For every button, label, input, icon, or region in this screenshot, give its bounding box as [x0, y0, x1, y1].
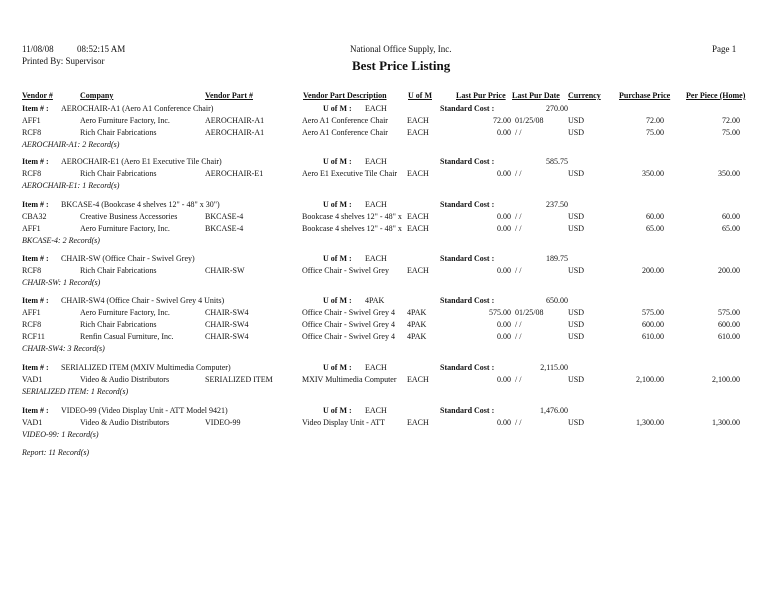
page-number: Page 1	[712, 44, 737, 54]
purchase-price: 575.00	[642, 308, 664, 317]
last-pur-price: 0.00	[497, 212, 511, 221]
currency: USD	[568, 320, 585, 329]
vendor-part: AEROCHAIR-A1	[205, 128, 265, 137]
vendor-part: CHAIR-SW4	[205, 332, 249, 341]
row-uofm: EACH	[407, 418, 429, 427]
row-uofm: EACH	[407, 212, 429, 221]
last-pur-price: 0.00	[497, 169, 511, 178]
col-vendor-desc: Vendor Part Description	[303, 91, 387, 100]
item-label: Item # :	[22, 254, 49, 263]
col-purchase-price: Purchase Price	[619, 91, 671, 100]
row-uofm: EACH	[407, 116, 429, 125]
row-uofm: EACH	[407, 266, 429, 275]
per-piece-home: 60.00	[722, 212, 740, 221]
company-name: National Office Supply, Inc.	[350, 44, 452, 54]
item-uofm: EACH	[365, 363, 387, 372]
per-piece-home: 350.00	[718, 169, 740, 178]
row-uofm: 4PAK	[407, 320, 427, 329]
per-piece-home: 75.00	[722, 128, 740, 137]
currency: USD	[568, 418, 585, 427]
vendor-id: RCF8	[22, 266, 42, 275]
last-pur-date: / /	[515, 224, 522, 233]
col-uofm: U of M	[408, 91, 432, 100]
uofm-label: U of M :	[323, 254, 352, 263]
per-piece-home: 1,300.00	[712, 418, 740, 427]
per-piece-home: 610.00	[718, 332, 740, 341]
uofm-label: U of M :	[323, 406, 352, 415]
vendor-company: Aero Furniture Factory, Inc.	[80, 224, 170, 233]
std-cost-value: 270.00	[546, 104, 568, 113]
col-currency: Currency	[568, 91, 601, 100]
item-uofm: EACH	[365, 104, 387, 113]
std-cost-label: Standard Cost :	[440, 296, 495, 305]
last-pur-price: 575.00	[489, 308, 511, 317]
item-name: CHAIR-SW (Office Chair - Swivel Grey)	[61, 254, 195, 263]
item-name: SERIALIZED ITEM (MXIV Multimedia Computer)	[61, 363, 231, 372]
vendor-id: CBA32	[22, 212, 47, 221]
vendor-part: VIDEO-99	[205, 418, 241, 427]
uofm-label: U of M :	[323, 157, 352, 166]
vendor-id: VAD1	[22, 375, 43, 384]
item-name: VIDEO-99 (Video Display Unit - ATT Model 9421)	[61, 406, 228, 415]
item-label: Item # :	[22, 363, 49, 372]
item-uofm: EACH	[365, 254, 387, 263]
item-label: Item # :	[22, 104, 49, 113]
col-company: Company	[80, 91, 114, 100]
vendor-part-desc: Office Chair - Swivel Grey 4	[302, 308, 395, 317]
row-uofm: EACH	[407, 169, 429, 178]
currency: USD	[568, 128, 585, 137]
vendor-part-desc: Office Chair - Swivel Grey 4	[302, 332, 395, 341]
vendor-part: AEROCHAIR-A1	[205, 116, 265, 125]
last-pur-date: / /	[515, 332, 522, 341]
purchase-price: 60.00	[646, 212, 664, 221]
vendor-id: RCF8	[22, 320, 42, 329]
std-cost-label: Standard Cost :	[440, 363, 495, 372]
col-last-pur-price: Last Pur Price	[456, 91, 506, 100]
currency: USD	[568, 116, 585, 125]
currency: USD	[568, 308, 585, 317]
vendor-company: Creative Business Accessories	[80, 212, 178, 221]
item-uofm: EACH	[365, 406, 387, 415]
item-name: AEROCHAIR-E1 (Aero E1 Executive Tile Chair)	[61, 157, 222, 166]
printed-by: Printed By: Supervisor	[22, 56, 105, 66]
std-cost-value: 585.75	[546, 157, 568, 166]
last-pur-date: / /	[515, 169, 522, 178]
row-uofm: EACH	[407, 375, 429, 384]
vendor-id: AFF1	[22, 224, 41, 233]
vendor-part-desc: Aero A1 Conference Chair	[302, 128, 388, 137]
last-pur-price: 0.00	[497, 332, 511, 341]
report-title: Best Price Listing	[352, 58, 451, 73]
item-uofm: EACH	[365, 157, 387, 166]
vendor-part-desc: Bookcase 4 shelves 12" - 48" x	[302, 224, 402, 233]
last-pur-date: / /	[515, 128, 522, 137]
uofm-label: U of M :	[323, 296, 352, 305]
vendor-part-desc: Office Chair - Swivel Grey	[302, 266, 389, 275]
vendor-part: AEROCHAIR-E1	[205, 169, 264, 178]
item-name: AEROCHAIR-A1 (Aero A1 Conference Chair)	[61, 104, 214, 113]
purchase-price: 72.00	[646, 116, 664, 125]
item-uofm: EACH	[365, 200, 387, 209]
per-piece-home: 575.00	[718, 308, 740, 317]
last-pur-price: 0.00	[497, 266, 511, 275]
std-cost-value: 189.75	[546, 254, 568, 263]
std-cost-value: 2,115.00	[540, 363, 568, 372]
per-piece-home: 72.00	[722, 116, 740, 125]
item-summary: AEROCHAIR-A1: 2 Record(s)	[22, 140, 120, 149]
purchase-price: 600.00	[642, 320, 664, 329]
purchase-price: 75.00	[646, 128, 664, 137]
vendor-id: RCF8	[22, 169, 42, 178]
report-summary: Report: 11 Record(s)	[22, 448, 90, 457]
std-cost-label: Standard Cost :	[440, 254, 495, 263]
per-piece-home: 2,100.00	[712, 375, 740, 384]
col-vendor-part: Vendor Part #	[205, 91, 253, 100]
uofm-label: U of M :	[323, 104, 352, 113]
item-label: Item # :	[22, 296, 49, 305]
print-time: 08:52:15 AM	[77, 44, 126, 54]
purchase-price: 610.00	[642, 332, 664, 341]
last-pur-date: / /	[515, 375, 522, 384]
vendor-id: RCF8	[22, 128, 42, 137]
last-pur-date: 01/25/08	[515, 116, 544, 125]
vendor-company: Renfin Casual Furniture, Inc.	[80, 332, 174, 341]
currency: USD	[568, 266, 585, 275]
item-summary: CHAIR-SW: 1 Record(s)	[22, 278, 101, 287]
vendor-part: CHAIR-SW4	[205, 320, 249, 329]
uofm-label: U of M :	[323, 363, 352, 372]
last-pur-price: 0.00	[497, 320, 511, 329]
item-summary: CHAIR-SW4: 3 Record(s)	[22, 344, 105, 353]
vendor-part: BKCASE-4	[205, 212, 244, 221]
print-date: 11/08/08	[22, 44, 54, 54]
vendor-id: AFF1	[22, 116, 41, 125]
vendor-part: SERIALIZED ITEM	[205, 375, 273, 384]
item-summary: VIDEO-99: 1 Record(s)	[22, 430, 99, 439]
last-pur-price: 72.00	[493, 116, 511, 125]
per-piece-home: 65.00	[722, 224, 740, 233]
std-cost-label: Standard Cost :	[440, 200, 495, 209]
vendor-id: VAD1	[22, 418, 43, 427]
item-label: Item # :	[22, 406, 49, 415]
vendor-part-desc: Aero E1 Executive Tile Chair	[302, 169, 398, 178]
vendor-part-desc: Office Chair - Swivel Grey 4	[302, 320, 395, 329]
per-piece-home: 600.00	[718, 320, 740, 329]
row-uofm: 4PAK	[407, 308, 427, 317]
currency: USD	[568, 169, 585, 178]
last-pur-price: 0.00	[497, 128, 511, 137]
last-pur-date: / /	[515, 418, 522, 427]
last-pur-date: / /	[515, 320, 522, 329]
row-uofm: EACH	[407, 224, 429, 233]
vendor-part: BKCASE-4	[205, 224, 244, 233]
std-cost-label: Standard Cost :	[440, 406, 495, 415]
item-name: BKCASE-4 (Bookcase 4 shelves 12" - 48" x 30")	[61, 200, 220, 209]
std-cost-value: 237.50	[546, 200, 568, 209]
std-cost-label: Standard Cost :	[440, 157, 495, 166]
last-pur-date: / /	[515, 212, 522, 221]
last-pur-price: 0.00	[497, 224, 511, 233]
std-cost-value: 650.00	[546, 296, 568, 305]
vendor-part-desc: Bookcase 4 shelves 12" - 48" x	[302, 212, 402, 221]
col-per-piece: Per Piece (Home)	[686, 91, 746, 100]
last-pur-date: / /	[515, 266, 522, 275]
currency: USD	[568, 224, 585, 233]
item-uofm: 4PAK	[365, 296, 385, 305]
purchase-price: 200.00	[642, 266, 664, 275]
vendor-company: Rich Chair Fabrications	[80, 169, 157, 178]
vendor-part: CHAIR-SW4	[205, 308, 249, 317]
std-cost-label: Standard Cost :	[440, 104, 495, 113]
row-uofm: 4PAK	[407, 332, 427, 341]
vendor-part-desc: Aero A1 Conference Chair	[302, 116, 388, 125]
item-label: Item # :	[22, 157, 49, 166]
item-summary: BKCASE-4: 2 Record(s)	[22, 236, 100, 245]
purchase-price: 1,300.00	[636, 418, 664, 427]
row-uofm: EACH	[407, 128, 429, 137]
vendor-company: Video & Audio Distributors	[80, 375, 170, 384]
per-piece-home: 200.00	[718, 266, 740, 275]
vendor-part: CHAIR-SW	[205, 266, 245, 275]
vendor-company: Video & Audio Distributors	[80, 418, 170, 427]
currency: USD	[568, 375, 585, 384]
col-last-pur-date: Last Pur Date	[512, 91, 560, 100]
vendor-part-desc: MXIV Multimedia Computer	[302, 375, 397, 384]
vendor-id: RCF11	[22, 332, 45, 341]
last-pur-price: 0.00	[497, 375, 511, 384]
vendor-company: Aero Furniture Factory, Inc.	[80, 116, 170, 125]
col-vendor: Vendor #	[22, 91, 53, 100]
currency: USD	[568, 212, 585, 221]
vendor-company: Rich Chair Fabrications	[80, 320, 157, 329]
item-summary: AEROCHAIR-E1: 1 Record(s)	[22, 181, 120, 190]
vendor-company: Rich Chair Fabrications	[80, 266, 157, 275]
last-pur-price: 0.00	[497, 418, 511, 427]
last-pur-date: 01/25/08	[515, 308, 544, 317]
vendor-id: AFF1	[22, 308, 41, 317]
purchase-price: 2,100.00	[636, 375, 664, 384]
currency: USD	[568, 332, 585, 341]
item-name: CHAIR-SW4 (Office Chair - Swivel Grey 4 Units)	[61, 296, 225, 305]
item-label: Item # :	[22, 200, 49, 209]
purchase-price: 65.00	[646, 224, 664, 233]
vendor-company: Rich Chair Fabrications	[80, 128, 157, 137]
uofm-label: U of M :	[323, 200, 352, 209]
vendor-company: Aero Furniture Factory, Inc.	[80, 308, 170, 317]
purchase-price: 350.00	[642, 169, 664, 178]
vendor-part-desc: Video Display Unit - ATT	[302, 418, 386, 427]
item-summary: SERIALIZED ITEM: 1 Record(s)	[22, 387, 129, 396]
std-cost-value: 1,476.00	[540, 406, 568, 415]
